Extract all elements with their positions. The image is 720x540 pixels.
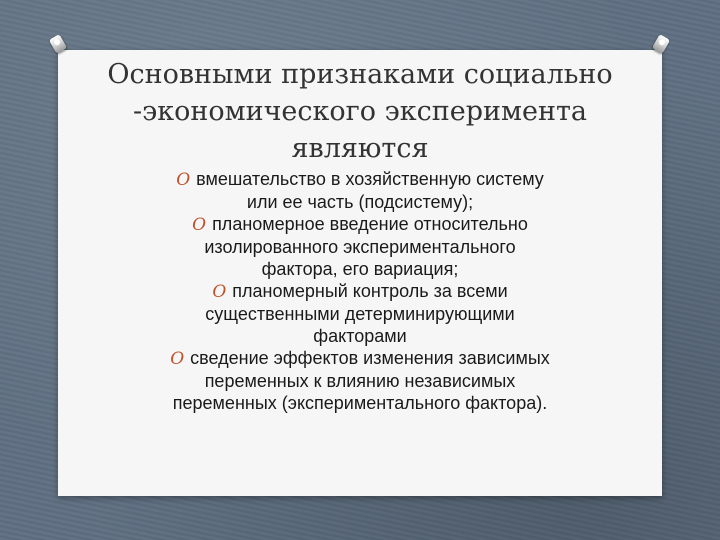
title-line: являются (291, 133, 429, 164)
bullet-line: фактора, его вариация; (261, 259, 459, 279)
bullet-line: факторами (313, 326, 407, 346)
bullet-line: изолированного экспериментального (204, 237, 516, 257)
bullet-icon: O (192, 215, 207, 235)
bullet-line: или ее часть (подсистему); (246, 192, 474, 212)
bullet-line: переменных к влиянию независимых (204, 371, 516, 391)
bullet-icon: O (212, 282, 227, 302)
bullet-list (58, 168, 662, 414)
title-line: Основными признаками социально (107, 59, 613, 90)
slide-title (58, 56, 662, 167)
bullet-text: вмешательство в хозяйственную систему (196, 169, 544, 189)
bullet-text: планомерный контроль за всеми (232, 281, 508, 301)
bullet-line (58, 280, 662, 303)
bullet-line (58, 347, 662, 370)
bullet-item (58, 280, 662, 347)
bullet-item (58, 168, 662, 213)
bullet-text: планомерное введение относительно (212, 214, 528, 234)
bullet-icon: O (176, 170, 191, 190)
bullet-line: существенными детерминирующими (205, 304, 515, 324)
bullet-item (58, 213, 662, 280)
bullet-text: сведение эффектов изменения зависимых (190, 348, 550, 368)
bullet-line: переменных (экспериментального фактора). (172, 393, 548, 413)
bullet-line (58, 168, 662, 191)
bullet-icon: O (170, 349, 185, 369)
bullet-line (58, 213, 662, 236)
bullet-item (58, 347, 662, 414)
title-line: -экономического эксперимента (132, 96, 588, 127)
